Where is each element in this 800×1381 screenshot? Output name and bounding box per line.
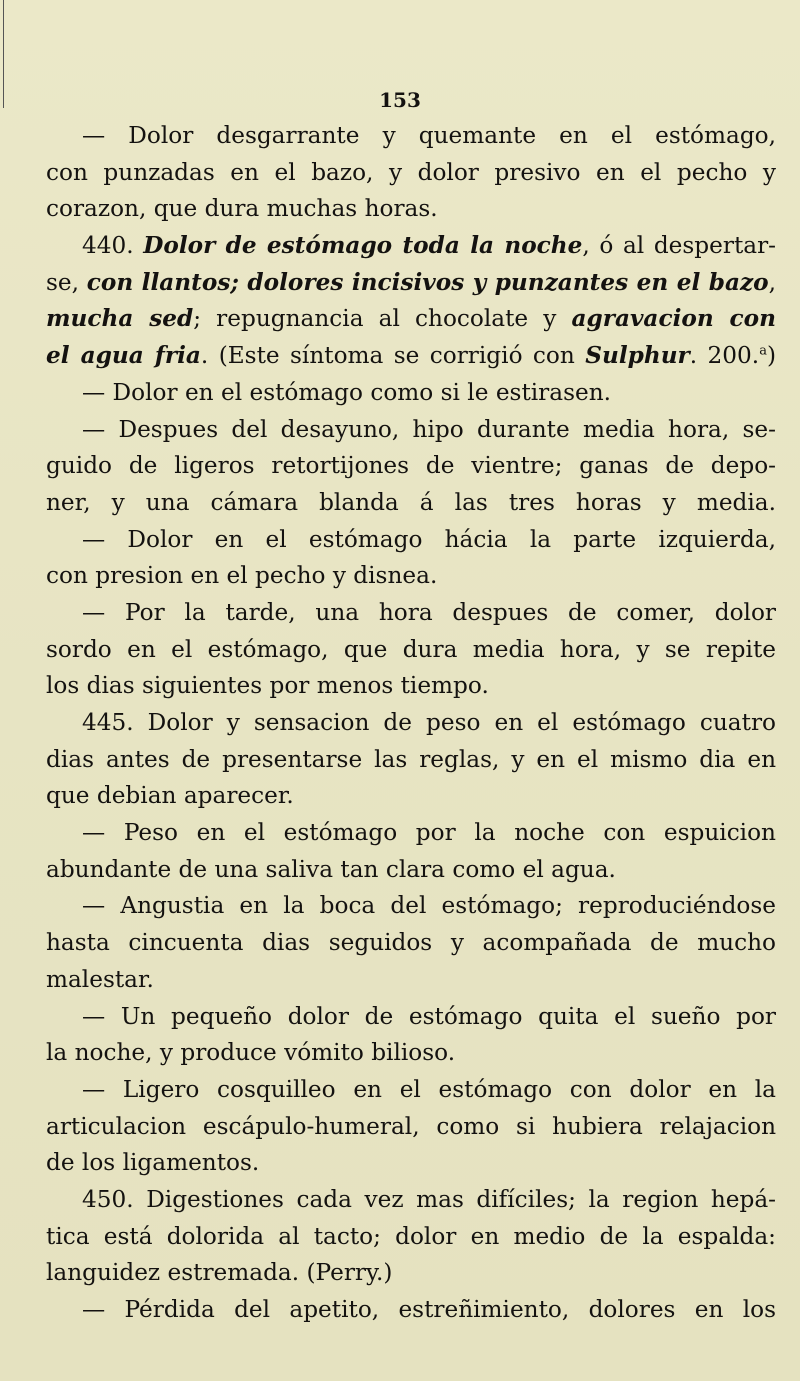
text-line	[46, 265, 776, 302]
text-line	[46, 375, 776, 412]
text-line	[46, 338, 776, 375]
text-segment: hasta cincuenta dias seguidos y acompañada de mucho	[46, 929, 776, 957]
text-segment: . 200.	[689, 342, 760, 370]
text-segment: ; repugnancia al chocolate y	[193, 305, 572, 333]
superscript-text: a	[759, 343, 767, 359]
italic-text-segment: el agua fria	[46, 342, 201, 370]
text-segment: de los ligamentos.	[46, 1149, 260, 1177]
text-line	[46, 558, 776, 595]
italic-text-segment: mucha sed	[46, 305, 194, 333]
text-segment: )	[766, 342, 776, 370]
text-segment: tica está dolorida al tacto; dolor en medio de la espalda:	[46, 1222, 776, 1250]
text-segment: — Peso en el estómago por la noche con espuicion	[82, 819, 776, 847]
text-line	[46, 448, 776, 485]
text-line	[46, 815, 776, 852]
text-segment: — Pérdida del apetito, estreñimiento, dolores en los	[82, 1296, 776, 1323]
text-line	[46, 1035, 776, 1072]
text-segment: con punzadas en el bazo, y dolor presivo en el pecho y	[46, 158, 776, 186]
text-segment: malestar.	[46, 965, 154, 993]
text-line	[46, 1109, 776, 1146]
text-segment: 450. Digestiones cada vez mas difíciles; la region hepá-	[82, 1185, 776, 1213]
text-line	[46, 778, 776, 815]
text-line	[46, 1255, 776, 1292]
text-segment: la noche, y produce vómito bilioso.	[46, 1039, 456, 1067]
text-line	[46, 191, 776, 228]
text-segment: — Despues del desayuno, hipo durante media hora, se-	[82, 415, 776, 443]
text-segment: guido de ligeros retortijones de vientre; ganas de depo-	[46, 452, 776, 480]
text-segment: dias antes de presentarse las reglas, y en el mismo dia en	[46, 745, 776, 773]
page-number: 153	[379, 88, 421, 112]
text-line	[46, 228, 776, 265]
italic-text-segment: Sulphur	[585, 342, 690, 370]
text-line	[46, 1072, 776, 1109]
text-segment: — Dolor desgarrante y quemante en el estómago,	[82, 122, 776, 149]
text-segment: con presion en el pecho y disnea.	[46, 562, 438, 590]
text-segment: — Dolor en el estómago hácia la parte izquierda,	[82, 525, 776, 553]
text-line	[46, 301, 776, 338]
text-segment: — Dolor en el estómago como si le estirasen.	[82, 378, 612, 406]
italic-text-segment: Dolor de estómago toda la noche	[143, 232, 583, 260]
text-segment: . (Este síntoma se corrigió con	[200, 342, 586, 370]
text-segment: — Ligero cosquilleo en el estómago con dolor en la	[82, 1075, 776, 1103]
italic-text-segment: agravacion con	[571, 305, 776, 333]
text-line	[46, 522, 776, 559]
text-line	[46, 1292, 776, 1329]
text-line	[46, 962, 776, 999]
text-segment: ner, y una cámara blanda á las tres horas y media.	[46, 488, 776, 516]
body-text	[46, 118, 776, 1329]
italic-text-segment: con llantos; dolores incisivos y punzantes en el bazo	[86, 268, 769, 296]
text-segment: — Un pequeño dolor de estómago quita el sueño por	[82, 1002, 776, 1030]
text-line	[46, 632, 776, 669]
text-segment: — Angustia en la boca del estómago; reproduciéndose	[82, 892, 776, 920]
text-line	[46, 742, 776, 779]
text-line	[46, 595, 776, 632]
text-line	[46, 668, 776, 705]
text-segment: 440.	[82, 232, 144, 260]
text-line	[46, 999, 776, 1036]
text-segment: sordo en el estómago, que dura media hora, y se repite	[46, 635, 776, 663]
text-segment: corazon, que dura muchas horas.	[46, 195, 438, 223]
text-line	[46, 118, 776, 155]
text-segment: que debian aparecer.	[46, 782, 294, 810]
text-segment: — Por la tarde, una hora despues de comer, dolor	[82, 598, 776, 626]
text-line	[46, 155, 776, 192]
text-line	[46, 1182, 776, 1219]
text-segment: languidez estremada. (Perry.)	[46, 1259, 393, 1287]
text-segment: ,	[768, 268, 776, 296]
text-line	[46, 852, 776, 889]
text-line	[46, 888, 776, 925]
text-line	[46, 705, 776, 742]
text-line	[46, 925, 776, 962]
text-line	[46, 412, 776, 449]
text-segment: se,	[46, 268, 87, 296]
text-segment: los dias siguientes por menos tiempo.	[46, 672, 489, 700]
text-line	[46, 485, 776, 522]
text-segment: articulacion escápulo-humeral, como si hubiera relajacion	[46, 1112, 776, 1140]
text-line	[46, 1145, 776, 1182]
text-segment: abundante de una saliva tan clara como el agua.	[46, 855, 616, 883]
text-segment: , ó al despertar-	[582, 232, 776, 260]
text-segment: 445. Dolor y sensacion de peso en el estómago cuatro	[82, 709, 776, 736]
text-line	[46, 1219, 776, 1256]
